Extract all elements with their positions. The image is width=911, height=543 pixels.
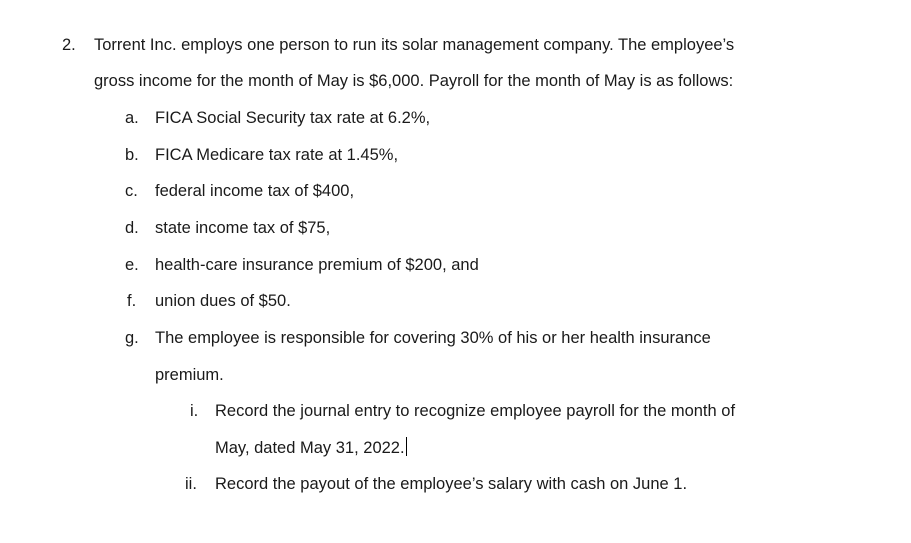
- question-text-line-2: gross income for the month of May is $6,000. Payroll for the month of May is as follows:: [94, 72, 734, 90]
- sublist-item-i-line-1: Record the journal entry to recognize employee payroll for the month of: [215, 402, 736, 420]
- sublist-item-i-line-2: May, dated May 31, 2022.: [215, 439, 405, 457]
- sublist-item-i-line-2-wrap: [215, 437, 407, 458]
- list-item-f: union dues of $50.: [155, 292, 291, 310]
- list-item-g-line-1: The employee is responsible for covering 30% of his or her health insurance: [155, 329, 711, 347]
- list-item-marker-a: a.: [125, 109, 139, 127]
- list-item-marker-f: f.: [127, 292, 137, 310]
- list-item-g-line-2: premium.: [155, 366, 224, 384]
- list-item-marker-d: d.: [125, 219, 139, 237]
- list-item-marker-b: b.: [125, 146, 139, 164]
- list-item-d: state income tax of $75,: [155, 219, 331, 237]
- list-item-e: health-care insurance premium of $200, and: [155, 256, 479, 274]
- question-text-line-1: Torrent Inc. employs one person to run its solar management company. The employee’s: [94, 36, 735, 54]
- list-item-b: FICA Medicare tax rate at 1.45%,: [155, 146, 399, 164]
- list-item-a: FICA Social Security tax rate at 6.2%,: [155, 109, 431, 127]
- question-number: 2.: [62, 36, 76, 54]
- list-item-marker-c: c.: [125, 182, 138, 200]
- sublist-item-ii: Record the payout of the employee’s salary with cash on June 1.: [215, 475, 688, 493]
- list-item-marker-g: g.: [125, 329, 139, 347]
- list-item-c: federal income tax of $400,: [155, 182, 355, 200]
- sublist-item-marker-i: i.: [190, 402, 199, 420]
- sublist-item-marker-ii: ii.: [185, 475, 197, 493]
- text-cursor: [406, 437, 407, 456]
- list-item-marker-e: e.: [125, 256, 139, 274]
